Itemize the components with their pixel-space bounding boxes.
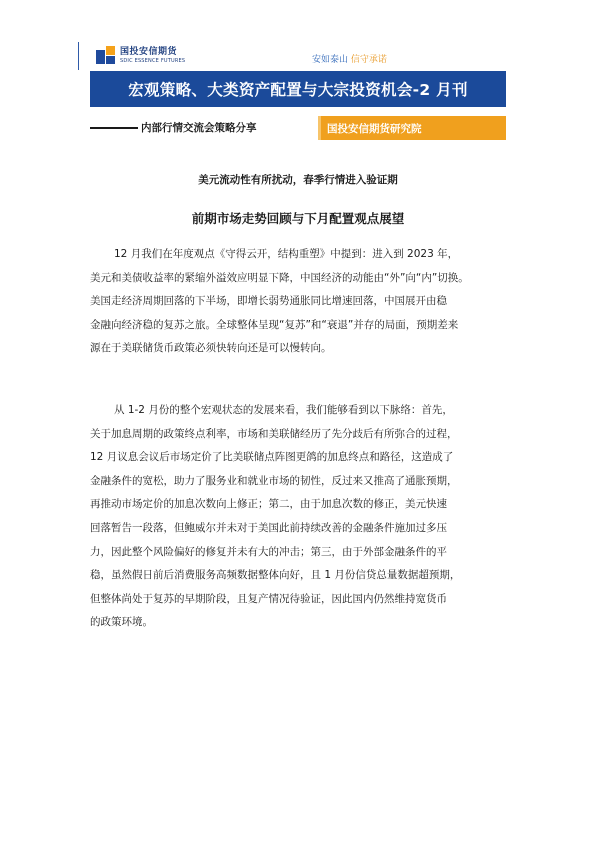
paragraph-line: 稳，虽然假日前后消费服务高频数据整体向好，且 1 月份信贷总量数据超预期， <box>90 569 461 582</box>
paragraph-line: 12 月我们在年度观点《守得云开，结构重塑》中提到：进入到 2023 年， <box>114 248 459 260</box>
paragraph-line: 回落暂告一段落，但鲍威尔并未对于美国此前持续改善的金融条件施加过多压 <box>90 521 447 534</box>
logo-mark-icon <box>96 46 116 64</box>
paragraph-1 <box>90 243 510 361</box>
paragraph-line: 再推动市场定价的加息次数向上修正；第二，由于加息次数的修正，美元快速 <box>90 498 447 511</box>
logo-name-en: SDIC ESSENCE FUTURES <box>120 57 186 64</box>
header-divider <box>78 42 79 70</box>
paragraph-line: 12 月议息会议后市场定价了比美联储点阵图更鸽的加息终点和路径，这造成了 <box>90 451 454 464</box>
slogan-part-a: 安如泰山 <box>312 55 349 65</box>
company-logo <box>96 46 185 64</box>
paragraph-line: 美元和美债收益率的紧缩外溢效应明显下降，中国经济的动能由“外”向“内”切换。 <box>90 271 469 284</box>
report-title-banner <box>90 71 506 107</box>
paragraph-line: 的政策环境。 <box>90 616 153 629</box>
paragraph-line: 金融向经济稳的复苏之旅。全球整体呈现“复苏”和“衰退”并存的局面，预期差来 <box>90 318 459 331</box>
paragraph-line: 金融条件的宽松，助力了服务业和就业市场的韧性，反过来又推高了通胀预期， <box>90 474 458 487</box>
subtitle-rule <box>90 127 138 129</box>
logo-name-cn: 国投安信期货 <box>120 46 178 57</box>
section-heading: 前期市场走势回顾与下月配置观点展望 <box>191 211 405 226</box>
institute-name: 国投安信期货研究院 <box>327 122 422 135</box>
paragraph-line: 源在于美联储货币政策必须快转向还是可以慢转向。 <box>90 342 332 355</box>
paragraph-line: 力，因此整个风险偏好的修复并未有大的冲击；第三，由于外部金融条件的平 <box>90 545 447 558</box>
report-subtitle: 内部行情交流会策略分享 <box>141 122 257 134</box>
paragraph-line: 关于加息周期的政策终点利率，市场和美联储经历了先分歧后有所弥合的过程， <box>90 427 458 440</box>
paragraph-line: 但整体尚处于复苏的早期阶段，且复产情况待验证，因此国内仍然维持宽货币 <box>90 592 447 605</box>
article-headline: 美元流动性有所扰动，春季行情进入验证期 <box>198 174 398 186</box>
report-title: 宏观策略、大类资产配置与大宗投资机会-2 月刊 <box>128 81 468 99</box>
paragraph-2 <box>90 399 510 635</box>
slogan-part-b: 信守承诺 <box>350 55 387 65</box>
slogan <box>312 52 387 65</box>
institute-banner <box>321 116 506 140</box>
paragraph-line: 美国走经济周期回落的下半场，即增长弱势通胀同比增速回落，中国展开由稳 <box>90 295 447 308</box>
paragraph-line: 从 1-2 月份的整个宏观状态的发展来看，我们能够看到以下脉络：首先， <box>114 404 453 416</box>
